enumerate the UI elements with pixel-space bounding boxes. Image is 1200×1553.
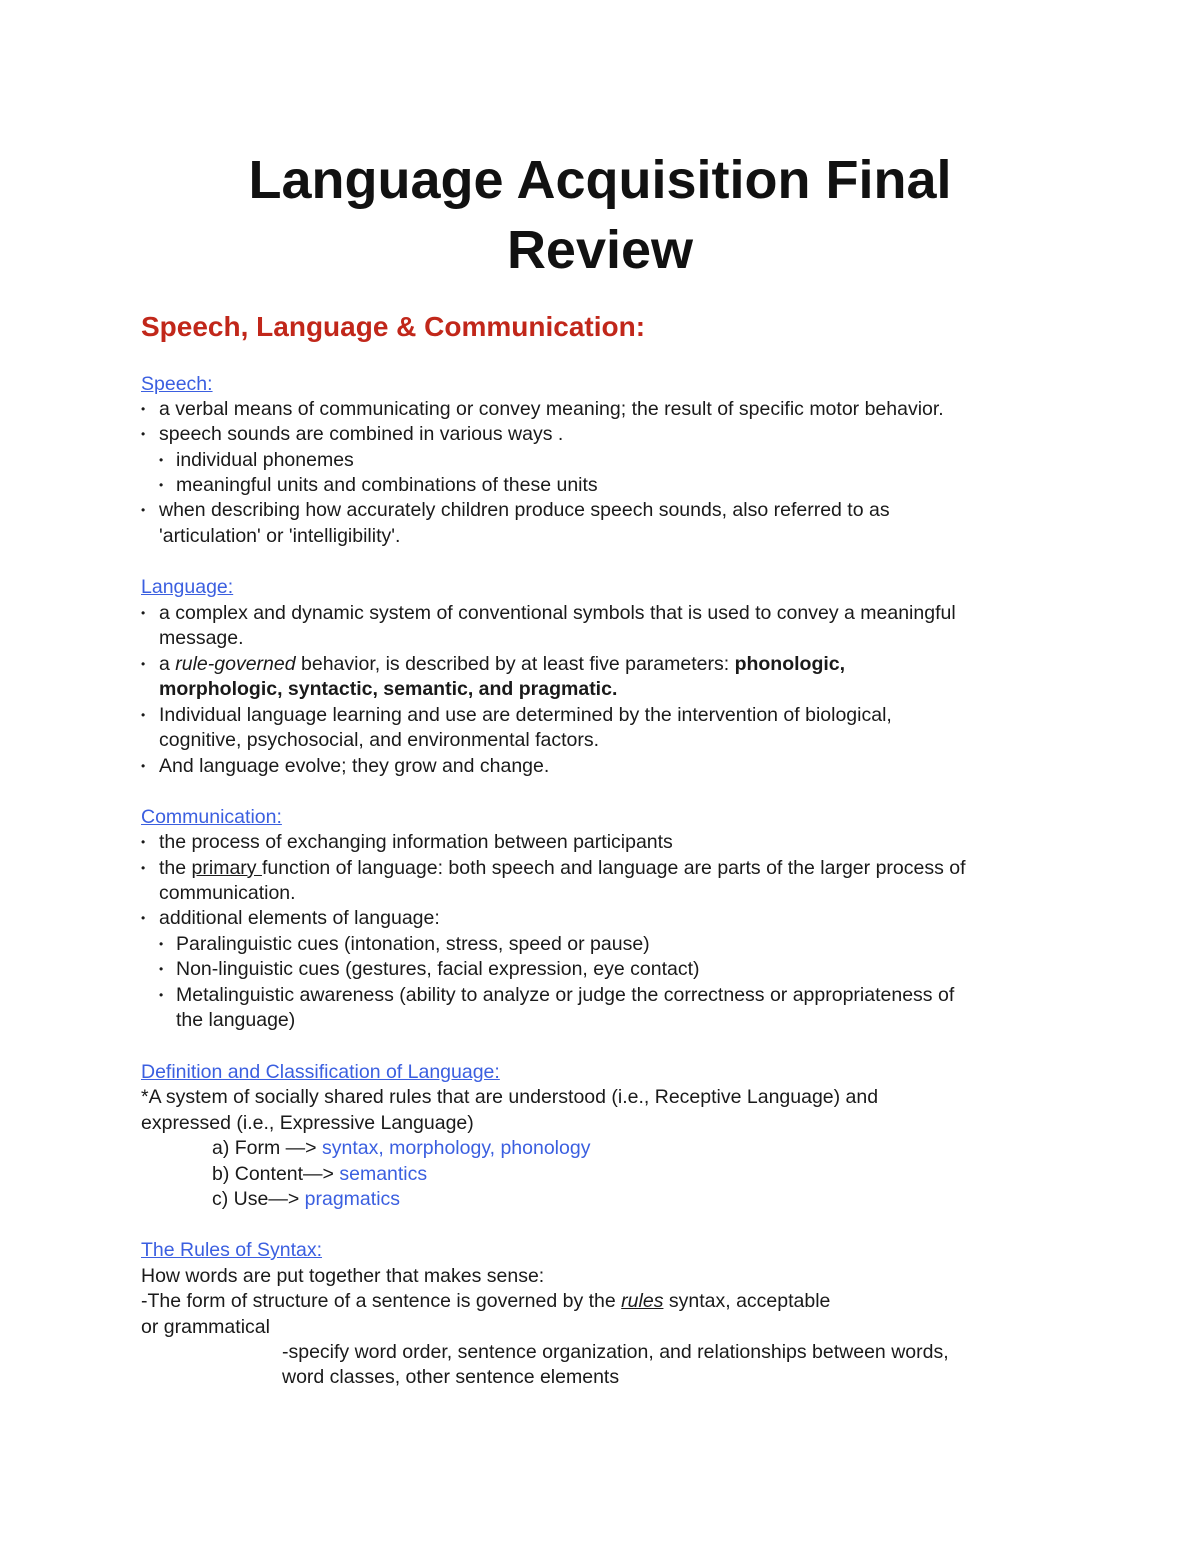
speech-heading-link[interactable]: Speech: xyxy=(141,373,213,395)
bullet-icon: • xyxy=(159,937,164,951)
bullet-icon: • xyxy=(141,657,146,671)
language-bullet-1-line2: message. xyxy=(159,627,244,649)
text-run: a xyxy=(159,653,176,675)
communication-bullet-2-line2: communication. xyxy=(159,882,296,904)
syntax-line-1: How words are put together that makes sense: xyxy=(141,1265,545,1287)
content-term: semantics xyxy=(339,1163,428,1185)
definition-use xyxy=(212,1187,400,1212)
speech-bullet-2: speech sounds are combined in various ways . xyxy=(159,423,564,445)
bold-term: morphologic, syntactic, semantic, and pragmatic. xyxy=(159,678,618,700)
bold-term: phonologic, xyxy=(734,653,846,675)
text-run: a) Form —> xyxy=(212,1137,322,1159)
bullet-icon: • xyxy=(141,402,146,416)
bullet-icon: • xyxy=(141,606,146,620)
syntax-heading-link[interactable]: The Rules of Syntax: xyxy=(141,1239,323,1261)
bullet-icon: • xyxy=(141,708,146,722)
speech-bullet-3-line1: when describing how accurately children produce speech sounds, also referred to as xyxy=(159,499,890,521)
bullet-icon: • xyxy=(159,453,164,467)
language-bullet-2-line1 xyxy=(159,652,845,677)
italic-term: rule-governed xyxy=(175,653,296,675)
definition-form xyxy=(212,1136,590,1161)
bullet-icon: • xyxy=(141,427,146,441)
bullet-icon: • xyxy=(159,962,164,976)
text-run: b) Content—> xyxy=(212,1163,340,1185)
communication-bullet-1: the process of exchanging information between participants xyxy=(159,831,673,853)
speech-bullet-1: a verbal means of communicating or convey meaning; the result of specific motor behavior. xyxy=(159,398,944,420)
bullet-icon: • xyxy=(141,835,146,849)
text-run: behavior, is described by at least five parameters: xyxy=(295,653,735,675)
language-heading-link[interactable]: Language: xyxy=(141,576,234,598)
text-run: -The form of structure of a sentence is governed by the xyxy=(141,1290,622,1312)
bullet-icon: • xyxy=(141,911,146,925)
definition-content xyxy=(212,1162,427,1187)
bullet-icon: • xyxy=(141,759,146,773)
section-heading: Speech, Language & Communication: xyxy=(141,311,646,342)
speech-subbullet-1: individual phonemes xyxy=(176,449,354,471)
bullet-icon: • xyxy=(159,478,164,492)
definition-line-1: *A system of socially shared rules that are understood (i.e., Receptive Language) and xyxy=(141,1086,879,1108)
bullet-icon: • xyxy=(159,988,164,1002)
use-term: pragmatics xyxy=(304,1188,401,1210)
communication-subbullet-3-line1: Metalinguistic awareness (ability to analyze or judge the correctness or appropriateness of xyxy=(176,984,955,1006)
communication-bullet-3: additional elements of language: xyxy=(159,907,440,929)
form-terms: syntax, morphology, phonology xyxy=(321,1137,591,1159)
communication-subbullet-2: Non-linguistic cues (gestures, facial expression, eye contact) xyxy=(176,958,700,980)
bullet-icon: • xyxy=(141,861,146,875)
text-run: c) Use—> xyxy=(212,1188,305,1210)
document-title-line2: Review xyxy=(506,220,694,280)
language-bullet-4: And language evolve; they grow and change. xyxy=(159,755,550,777)
bullet-icon: • xyxy=(141,503,146,517)
underlined-term: primary xyxy=(191,857,262,879)
language-bullet-3-line2: cognitive, psychosocial, and environmental factors. xyxy=(159,729,600,751)
rules-term: rules xyxy=(621,1290,664,1312)
definition-line-2: expressed (i.e., Expressive Language) xyxy=(141,1112,474,1134)
language-bullet-1-line1: a complex and dynamic system of conventional symbols that is used to convey a meaningful xyxy=(159,602,956,624)
speech-bullet-3-line2: 'articulation' or 'intelligibility'. xyxy=(159,525,401,547)
communication-subbullet-3-line2: the language) xyxy=(176,1009,296,1031)
syntax-line-3: or grammatical xyxy=(141,1316,270,1338)
syntax-line-2 xyxy=(141,1289,830,1314)
text-run: syntax, acceptable xyxy=(663,1290,831,1312)
syntax-line-4: -specify word order, sentence organization, and relationships between words, xyxy=(282,1341,949,1363)
text-run: the xyxy=(159,857,192,879)
speech-subbullet-2: meaningful units and combinations of these units xyxy=(176,474,598,496)
language-bullet-3-line1: Individual language learning and use are determined by the intervention of biological, xyxy=(159,704,892,726)
definition-heading-link[interactable]: Definition and Classification of Language: xyxy=(141,1061,500,1083)
communication-subbullet-1: Paralinguistic cues (intonation, stress, speed or pause) xyxy=(176,933,650,955)
communication-bullet-2-line1 xyxy=(159,856,966,881)
communication-heading-link[interactable]: Communication: xyxy=(141,806,282,828)
syntax-line-5: word classes, other sentence elements xyxy=(282,1366,620,1388)
text-run: function of language: both speech and language are parts of the larger process of xyxy=(261,857,966,879)
document-title-line1: Language Acquisition Final xyxy=(248,150,952,210)
language-bullet-2-line2 xyxy=(159,677,617,702)
